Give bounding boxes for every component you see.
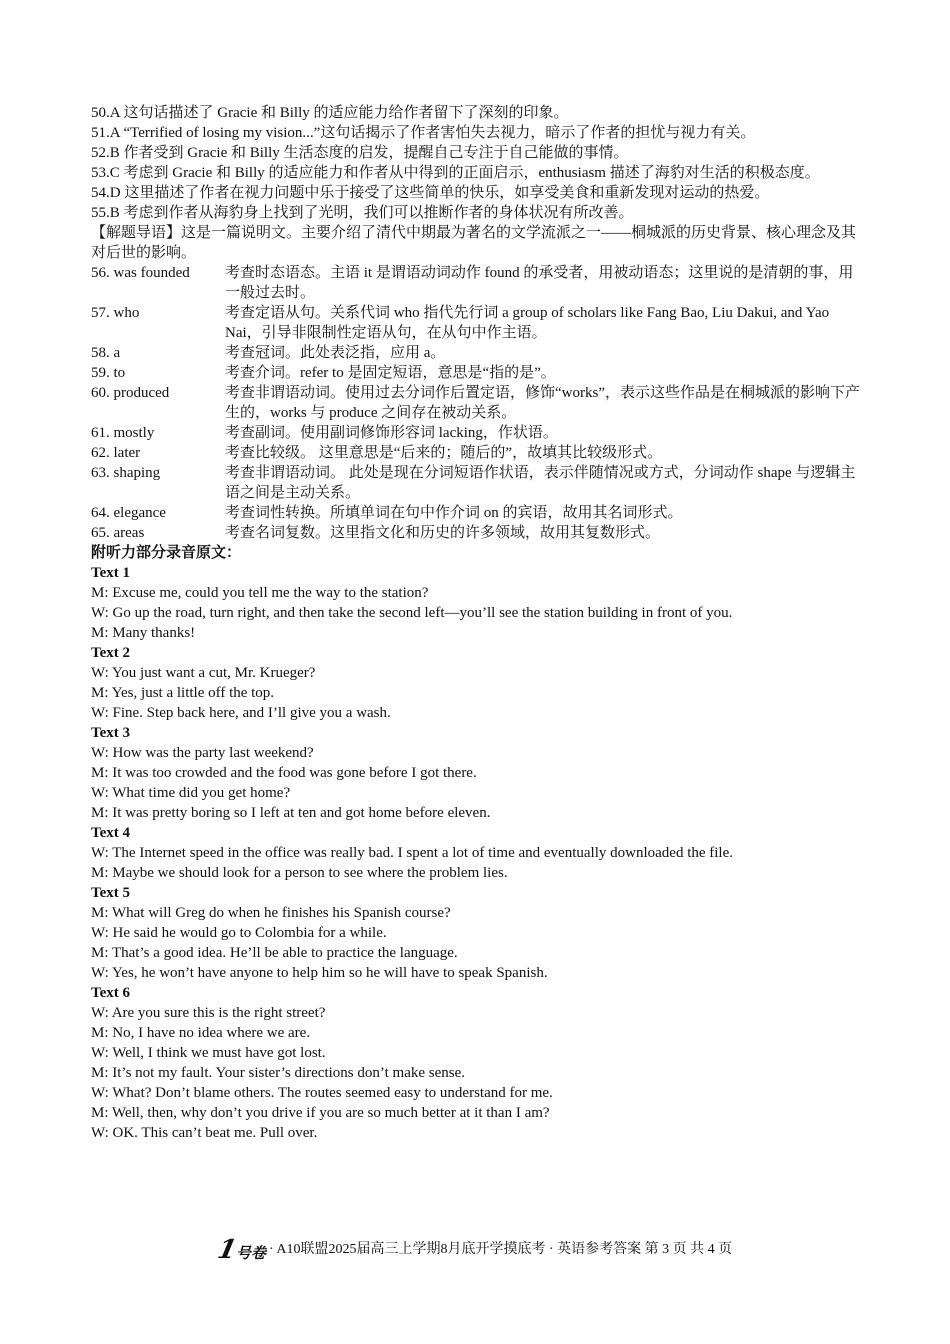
answer-65 [91, 523, 863, 543]
listening-text-1 [91, 563, 863, 643]
answer-word: 63. shaping [91, 465, 161, 481]
answer-54: 54.D 这里描述了作者在视力问题中乐于接受了这些简单的快乐，如享受美食和重新发现对运动的热爱。 [91, 185, 770, 201]
answer-63 [91, 463, 863, 503]
dialogue-line: M: What will Greg do when he finishes his Spanish course? [91, 905, 451, 921]
text-title: Text 5 [91, 885, 131, 901]
dialogue-line: M: Well, then, why don’t you drive if you are so much better at it than I am? [91, 1105, 550, 1121]
answer-explanation: 考查冠词。此处表泛指，应用 a。 [225, 345, 446, 361]
answer-explanation: 考查时态语态。主语 it 是谓语动词动作 found 的承受者，用被动语态；这里说的是清朝的事，用一般过去时。 [225, 265, 854, 301]
logo-word: 号卷 [235, 1244, 266, 1262]
dialogue-line: W: Fine. Step back here, and I’ll give you a wash. [91, 705, 391, 721]
answer-word: 59. to [91, 365, 126, 381]
choice-answers [91, 103, 863, 223]
dialogue-line: W: The Internet speed in the office was really bad. I spent a lot of time and eventually downloaded the file. [91, 845, 734, 861]
dialogue-line: W: OK. This can’t beat me. Pull over. [91, 1125, 318, 1141]
answer-64 [91, 503, 863, 523]
dialogue-line: M: It was pretty boring so I left at ten and got home before eleven. [91, 805, 491, 821]
answer-55: 55.B 考虑到作者从海豹身上找到了光明，我们可以推断作者的身体状况有所改善。 [91, 205, 634, 221]
answer-word: 61. mostly [91, 425, 155, 441]
answer-explanation: 考查词性转换。所填单词在句中作介词 on 的宾语，故用其名词形式。 [225, 505, 683, 521]
passage-guide: 【解题导语】这是一篇说明文。主要介绍了清代中期最为著名的文学流派之一——桐城派的历史背景、核心理念及其对后世的影响。 [91, 225, 857, 261]
brand-logo [214, 1235, 266, 1265]
answer-word: 60. produced [91, 385, 170, 401]
answer-56 [91, 263, 863, 303]
logo-mark: 1 [214, 1235, 240, 1265]
dialogue-line: W: Go up the road, turn right, and then take the second left—you’ll see the station building in front of you. [91, 605, 733, 621]
answer-word: 64. elegance [91, 505, 166, 521]
listening-text-3 [91, 723, 863, 823]
dialogue-line: W: What time did you get home? [91, 785, 291, 801]
dialogue-line: M: Maybe we should look for a person to see where the problem lies. [91, 865, 508, 881]
answer-62 [91, 443, 863, 463]
text-title: Text 3 [91, 725, 131, 741]
answer-52: 52.B 作者受到 Gracie 和 Billy 生活态度的启发，提醒自己专注于自己能做的事情。 [91, 145, 629, 161]
answer-50: 50.A 这句话描述了 Gracie 和 Billy 的适应能力给作者留下了深刻的印象。 [91, 105, 569, 121]
answer-explanation: 考查副词。使用副词修饰形容词 lacking，作状语。 [225, 425, 558, 441]
answer-word: 58. a [91, 345, 121, 361]
dialogue-line: W: How was the party last weekend? [91, 745, 314, 761]
dialogue-line: W: You just want a cut, Mr. Krueger? [91, 665, 316, 681]
dialogue-line: W: Are you sure this is the right street? [91, 1005, 326, 1021]
dialogue-line: M: Many thanks! [91, 625, 196, 641]
answer-explanation: 考查比较级。 这里意思是“后来的；随后的”，故填其比较级形式。 [225, 445, 663, 461]
listening-text-6 [91, 983, 863, 1143]
dialogue-line: M: It was too crowded and the food was gone before I got there. [91, 765, 477, 781]
answer-59 [91, 363, 863, 383]
dialogue-line: M: No, I have no idea where we are. [91, 1025, 311, 1041]
answer-57 [91, 303, 863, 343]
listening-text-2 [91, 643, 863, 723]
dialogue-line: M: That’s a good idea. He’ll be able to practice the language. [91, 945, 458, 961]
text-title: Text 1 [91, 565, 131, 581]
answer-53: 53.C 考虑到 Gracie 和 Billy 的适应能力和作者从中得到的正面启示，enthusiasm 描述了海豹对生活的积极态度。 [91, 165, 820, 181]
text-title: Text 4 [91, 825, 131, 841]
listening-text-4 [91, 823, 863, 883]
dialogue-line: M: It’s not my fault. Your sister’s directions don’t make sense. [91, 1065, 466, 1081]
answer-51: 51.A “Terrified of losing my vision...”这句话揭示了作者害怕失去视力，暗示了作者的担忧与视力有关。 [91, 125, 756, 141]
dialogue-line: W: What? Don’t blame others. The routes seemed easy to understand for me. [91, 1085, 553, 1101]
text-title: Text 6 [91, 985, 131, 1001]
footer-text: · A10联盟2025届高三上学期8月底开学摸底考 · 英语参考答案 第 3 页 共 4 页 [268, 1242, 733, 1257]
fill-blank-answers [91, 263, 863, 543]
answer-60 [91, 383, 863, 423]
answer-explanation: 考查非谓语动词。 此处是现在分词短语作状语，表示伴随情况或方式，分词动作 shape 与逻辑主语之间是主动关系。 [225, 465, 856, 501]
answer-explanation: 考查介词。refer to 是固定短语，意思是“指的是”。 [225, 365, 556, 381]
listening-heading: 附听力部分录音原文： [91, 545, 242, 561]
answer-61 [91, 423, 863, 443]
dialogue-line: W: Yes, he won’t have anyone to help him so he will have to speak Spanish. [91, 965, 548, 981]
listening-text-5 [91, 883, 863, 983]
answer-word: 62. later [91, 445, 141, 461]
dialogue-line: W: He said he would go to Colombia for a while. [91, 925, 387, 941]
answer-word: 65. areas [91, 525, 145, 541]
answer-58 [91, 343, 863, 363]
dialogue-line: W: Well, I think we must have got lost. [91, 1045, 326, 1061]
answer-word: 56. was founded [91, 265, 190, 281]
answer-explanation: 考查名词复数。这里指文化和历史的许多领域，故用其复数形式。 [225, 525, 661, 541]
dialogue-line: M: Excuse me, could you tell me the way to the station? [91, 585, 429, 601]
answer-explanation: 考查非谓语动词。使用过去分词作后置定语，修饰“works”，表示这些作品是在桐城派的影响下产生的，works 与 produce 之间存在被动关系。 [225, 385, 860, 421]
answer-page [91, 103, 863, 1143]
page-footer [0, 1235, 950, 1265]
dialogue-line: M: Yes, just a little off the top. [91, 685, 275, 701]
text-title: Text 2 [91, 645, 131, 661]
answer-explanation: 考查定语从句。关系代词 who 指代先行词 a group of scholars like Fang Bao, Liu Dakui, and Yao Nai，引导非限制性定语从句，在从句中作主语。 [225, 305, 830, 341]
answer-word: 57. who [91, 305, 140, 321]
